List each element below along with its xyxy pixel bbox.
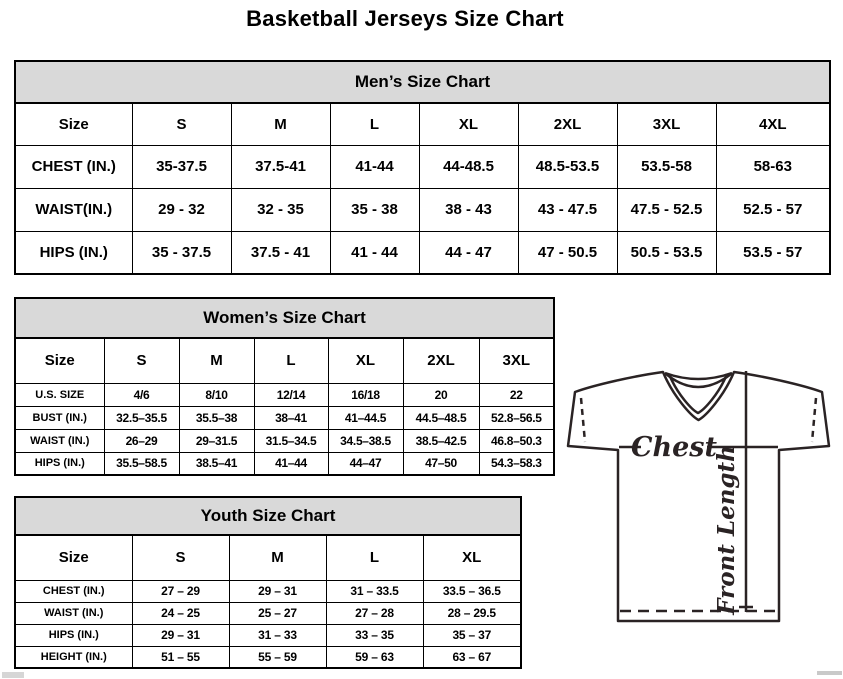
womens-column-header: L <box>254 338 328 383</box>
screen-edge-artifact <box>2 672 24 678</box>
jersey-measurement-diagram <box>556 358 843 674</box>
youth-corner-header: Size <box>15 535 132 580</box>
table-cell: 52.5 - 57 <box>716 188 830 231</box>
table-cell: 26–29 <box>104 429 179 452</box>
table-cell: 29–31.5 <box>179 429 254 452</box>
table-cell: 29 – 31 <box>132 624 229 646</box>
table-cell: 44-48.5 <box>419 145 518 188</box>
womens-corner-header: Size <box>15 338 104 383</box>
table-cell: 29 - 32 <box>132 188 231 231</box>
youth-row-label: WAIST (IN.) <box>15 602 132 624</box>
table-cell: 41–44 <box>254 452 328 475</box>
table-cell: 38–41 <box>254 406 328 429</box>
mens-column-header: 2XL <box>518 103 617 145</box>
mens-size-table <box>14 60 831 275</box>
table-cell: 47 - 50.5 <box>518 231 617 274</box>
screen-edge-artifact <box>817 671 842 675</box>
table-cell: 33 – 35 <box>326 624 423 646</box>
table-row <box>15 602 521 624</box>
womens-table-title: Women’s Size Chart <box>15 298 554 338</box>
table-cell: 32.5–35.5 <box>104 406 179 429</box>
table-cell: 24 – 25 <box>132 602 229 624</box>
table-cell: 53.5 - 57 <box>716 231 830 274</box>
table-cell: 38.5–42.5 <box>403 429 479 452</box>
table-cell: 27 – 29 <box>132 580 229 602</box>
table-cell: 29 – 31 <box>229 580 326 602</box>
mens-column-header: L <box>330 103 419 145</box>
table-cell: 37.5 - 41 <box>231 231 330 274</box>
table-cell: 52.8–56.5 <box>479 406 554 429</box>
youth-column-header: M <box>229 535 326 580</box>
mens-column-header: 4XL <box>716 103 830 145</box>
table-cell: 35 – 37 <box>423 624 521 646</box>
table-row <box>15 580 521 602</box>
table-cell: 32 - 35 <box>231 188 330 231</box>
table-cell: 59 – 63 <box>326 646 423 668</box>
table-cell: 54.3–58.3 <box>479 452 554 475</box>
table-cell: 43 - 47.5 <box>518 188 617 231</box>
womens-row-label: HIPS (IN.) <box>15 452 104 475</box>
table-cell: 53.5-58 <box>617 145 716 188</box>
youth-table-title: Youth Size Chart <box>15 497 521 535</box>
table-cell: 47.5 - 52.5 <box>617 188 716 231</box>
youth-column-header: L <box>326 535 423 580</box>
table-cell: 16/18 <box>328 383 403 406</box>
womens-column-header: XL <box>328 338 403 383</box>
table-cell: 34.5–38.5 <box>328 429 403 452</box>
mens-corner-header: Size <box>15 103 132 145</box>
table-cell: 31.5–34.5 <box>254 429 328 452</box>
front-length-label: Front Length <box>713 445 740 615</box>
table-cell: 35.5–38 <box>179 406 254 429</box>
page-title: Basketball Jerseys Size Chart <box>246 6 564 31</box>
table-cell: 48.5-53.5 <box>518 145 617 188</box>
table-cell: 47–50 <box>403 452 479 475</box>
table-cell: 33.5 – 36.5 <box>423 580 521 602</box>
table-cell: 12/14 <box>254 383 328 406</box>
womens-column-header: 2XL <box>403 338 479 383</box>
table-row <box>15 452 554 475</box>
table-cell: 35 - 38 <box>330 188 419 231</box>
table-row <box>15 383 554 406</box>
youth-column-header: XL <box>423 535 521 580</box>
table-row <box>15 145 830 188</box>
table-cell: 44.5–48.5 <box>403 406 479 429</box>
table-cell: 31 – 33 <box>229 624 326 646</box>
womens-row-label: BUST (IN.) <box>15 406 104 429</box>
youth-row-label: HIPS (IN.) <box>15 624 132 646</box>
table-cell: 51 – 55 <box>132 646 229 668</box>
jersey-outline <box>568 372 829 621</box>
table-cell: 41-44 <box>330 145 419 188</box>
table-cell: 41 - 44 <box>330 231 419 274</box>
table-cell: 50.5 - 53.5 <box>617 231 716 274</box>
table-row <box>15 624 521 646</box>
table-cell: 41–44.5 <box>328 406 403 429</box>
youth-column-header: S <box>132 535 229 580</box>
table-cell: 38.5–41 <box>179 452 254 475</box>
table-row <box>15 646 521 668</box>
youth-row-label: HEIGHT (IN.) <box>15 646 132 668</box>
table-cell: 22 <box>479 383 554 406</box>
table-cell: 46.8–50.3 <box>479 429 554 452</box>
table-cell: 35-37.5 <box>132 145 231 188</box>
youth-row-label: CHEST (IN.) <box>15 580 132 602</box>
table-cell: 4/6 <box>104 383 179 406</box>
table-cell: 28 – 29.5 <box>423 602 521 624</box>
collar-back-arc <box>665 373 732 379</box>
mens-row-label: CHEST (IN.) <box>15 145 132 188</box>
mens-row-label: WAIST(IN.) <box>15 188 132 231</box>
womens-row-label: U.S. SIZE <box>15 383 104 406</box>
mens-column-header: 3XL <box>617 103 716 145</box>
table-cell: 31 – 33.5 <box>326 580 423 602</box>
womens-column-header: M <box>179 338 254 383</box>
table-cell: 35.5–58.5 <box>104 452 179 475</box>
youth-size-table <box>14 496 522 669</box>
table-cell: 37.5-41 <box>231 145 330 188</box>
mens-column-header: XL <box>419 103 518 145</box>
table-cell: 25 – 27 <box>229 602 326 624</box>
mens-column-header: S <box>132 103 231 145</box>
womens-column-header: 3XL <box>479 338 554 383</box>
table-cell: 27 – 28 <box>326 602 423 624</box>
table-cell: 8/10 <box>179 383 254 406</box>
table-cell: 55 – 59 <box>229 646 326 668</box>
table-cell: 58-63 <box>716 145 830 188</box>
womens-row-label: WAIST (IN.) <box>15 429 104 452</box>
chest-label: Chest <box>631 432 717 463</box>
table-cell: 63 – 67 <box>423 646 521 668</box>
table-cell: 20 <box>403 383 479 406</box>
table-cell: 44 - 47 <box>419 231 518 274</box>
mens-row-label: HIPS (IN.) <box>15 231 132 274</box>
table-cell: 35 - 37.5 <box>132 231 231 274</box>
womens-size-table <box>14 297 555 476</box>
table-row <box>15 429 554 452</box>
table-cell: 38 - 43 <box>419 188 518 231</box>
table-cell: 44–47 <box>328 452 403 475</box>
table-row <box>15 231 830 274</box>
womens-column-header: S <box>104 338 179 383</box>
mens-table-title: Men’s Size Chart <box>15 61 830 103</box>
table-row <box>15 188 830 231</box>
table-row <box>15 406 554 429</box>
mens-column-header: M <box>231 103 330 145</box>
